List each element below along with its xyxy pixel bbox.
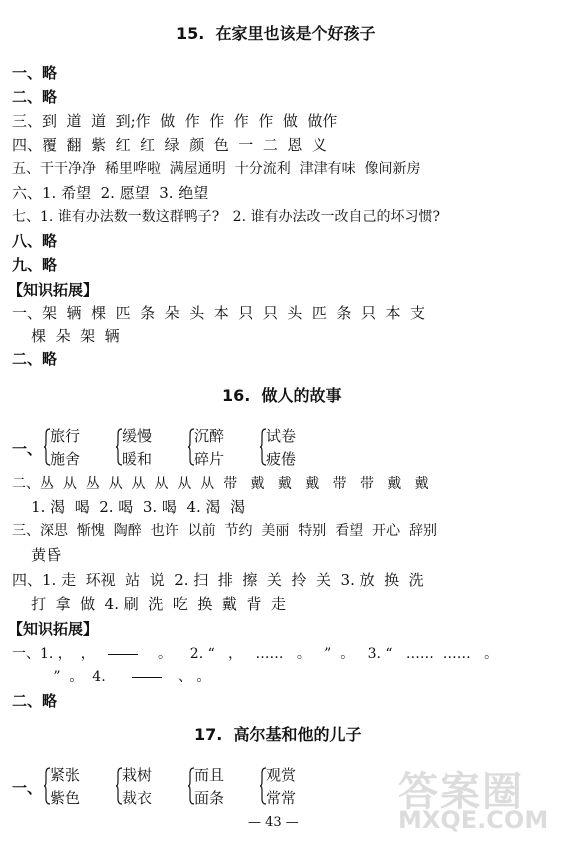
s15-line-5: 五、干干净净 稀里哗啦 满屋通明 十分流利 津津有味 像间新房 (12, 161, 421, 177)
s17-q1-bot-3: 面条 (194, 789, 225, 807)
blank-dash (108, 654, 138, 655)
s15-line-9: 九、略 (12, 256, 58, 274)
s16-line-3b: 黄昏 (12, 546, 62, 564)
s17-q1-bot-4: 常常 (266, 789, 297, 807)
s17-q1-bot-2: 裁衣 (122, 789, 153, 807)
s16-q1-bot-2: 暖和 (122, 450, 153, 468)
s16-q1-bot-4: 疲倦 (266, 450, 297, 468)
s15-ext-line-2: 棵 朵 架 辆 (12, 327, 120, 345)
s16-ext-line-3: 二、略 (12, 692, 58, 710)
page-number: — 43 — (248, 815, 299, 830)
s16-line-4: 四、1. 走 环视 站 说 2. 扫 排 擦 关 拎 关 3. 放 换 洗 (12, 571, 424, 589)
s15-line-2: 二、略 (12, 88, 58, 106)
section-17-title: 17. 高尔基和他的儿子 (194, 725, 362, 744)
s15-ext-line-3: 二、略 (12, 350, 58, 368)
s17-q1-bot-1: 紫色 (50, 789, 81, 807)
s16-ext-line-2a: ” 。 4. (40, 669, 106, 685)
s16-line-4b: 打 拿 做 4. 刷 洗 吃 换 戴 背 走 (12, 595, 286, 613)
section-15-title: 15. 在家里也该是个好孩子 (176, 24, 376, 43)
s15-line-1: 一、略 (12, 64, 58, 82)
s15-line-3: 三、到 道 道 到;作 做 作 作 作 作 做 做作 (12, 112, 338, 130)
blank-dash (132, 677, 162, 678)
s15-ext-line-1: 一、架 辆 棵 匹 条 朵 头 本 只 只 头 匹 条 只 本 支 (12, 304, 426, 322)
s16-ext-line-2b: 、 。 (178, 669, 211, 685)
s16-q1-top-1: 旅行 (50, 427, 81, 445)
s16-q1-top-2: 缓慢 (122, 427, 153, 445)
s16-line-3: 三、深思 惭愧 陶醉 也许 以前 节约 美丽 特别 看望 开心 辞别 (12, 523, 438, 539)
s16-ext-heading: 【知识拓展】 (8, 620, 99, 638)
s16-q1-bot-3: 碎片 (194, 450, 225, 468)
watermark-top: 答案圈 (398, 769, 524, 815)
s16-q1-top-3: 沉醉 (194, 427, 225, 445)
s16-line-2b: 1. 渴 喝 2. 喝 3. 喝 4. 渴 渴 (12, 498, 246, 516)
s16-ext-line-1b: 。 2. “ ， …… 。 ” 。 3. “ …… …… 。 (158, 646, 499, 662)
s15-ext-heading: 【知识拓展】 (8, 281, 99, 299)
s16-q1-top-4: 试卷 (266, 427, 297, 445)
s16-q1-bot-1: 施舍 (50, 450, 81, 468)
s15-line-7: 七、1. 谁有办法数一数这群鸭子? 2. 谁有办法改一改自己的坏习惯? (12, 209, 440, 225)
section-16-title: 16. 做人的故事 (222, 386, 342, 405)
s17-q1-top-3: 而且 (194, 766, 225, 784)
s17-q1-top-1: 紧张 (50, 766, 81, 784)
s15-line-6: 六、1. 希望 2. 愿望 3. 绝望 (12, 184, 209, 202)
s16-ext-line-1: 一、1. ， ， (12, 646, 95, 662)
s17-q1-top-2: 栽树 (122, 766, 153, 784)
s17-q1-label: 一、 (12, 779, 43, 797)
s15-line-4: 四、覆 翻 紫 红 红 绿 颜 色 一 二 恩 义 (12, 136, 327, 154)
s16-line-2: 二、丛 从 丛 从 从 从 从 从 带 戴 戴 戴 带 带 戴 戴 (12, 476, 429, 492)
s17-q1-top-4: 观赏 (266, 766, 297, 784)
watermark-bottom: MXQE.COM (398, 806, 549, 834)
s15-line-8: 八、略 (12, 232, 58, 250)
s16-q1-label: 一、 (12, 440, 43, 458)
